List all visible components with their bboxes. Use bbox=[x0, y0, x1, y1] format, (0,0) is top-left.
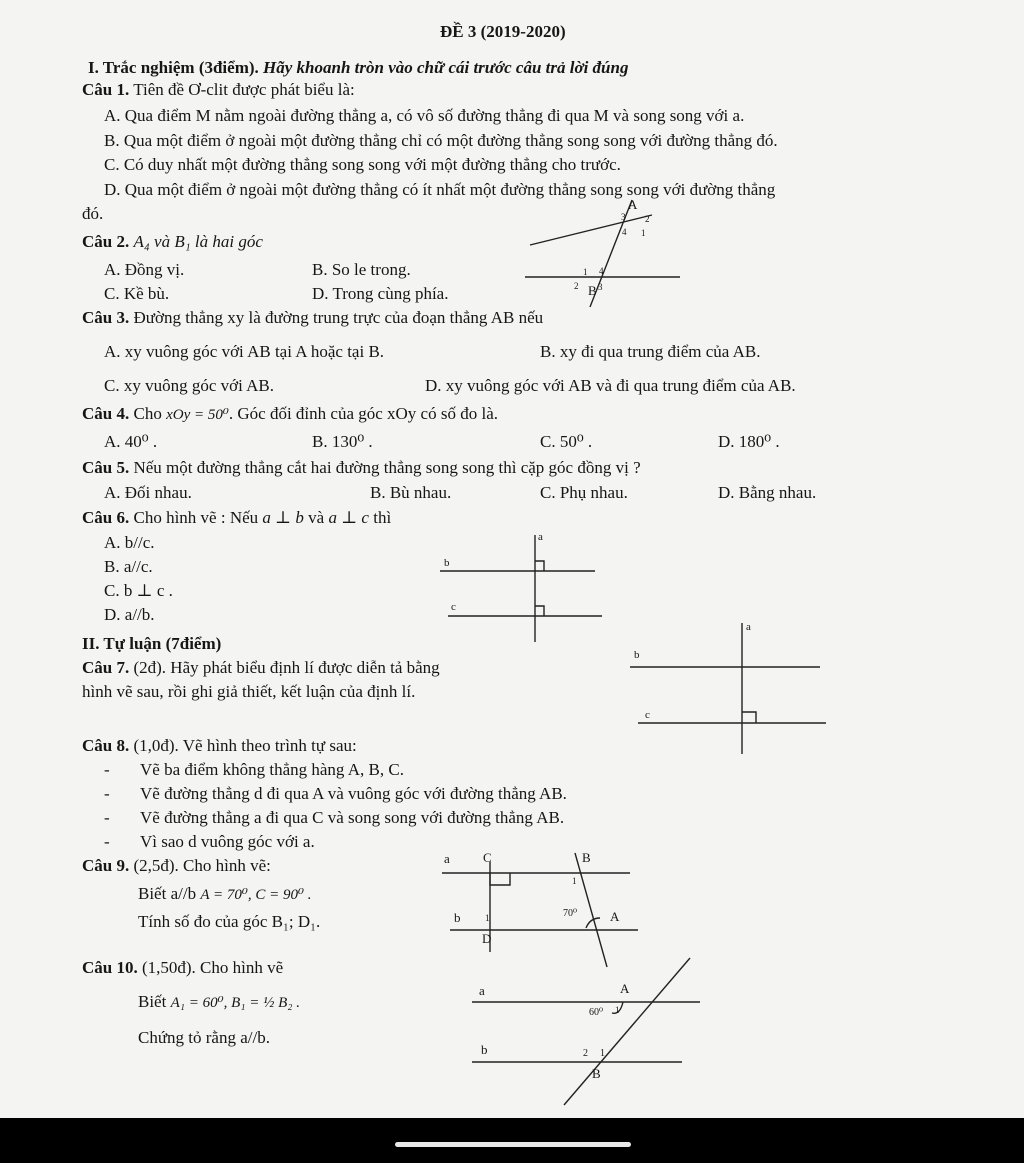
q3-option-d: D. xy vuông góc với AB và đi qua trung điểm của AB. bbox=[425, 376, 796, 395]
q9-fig-D: D bbox=[482, 931, 492, 946]
q8-step-3-text: Vẽ đường thẳng a đi qua C và song song với đường thẳng AB. bbox=[140, 808, 565, 827]
q10-given bbox=[138, 992, 300, 1013]
q6-option-a: A. b//c. bbox=[104, 533, 155, 552]
q6-option-b: B. a//c. bbox=[104, 557, 153, 576]
q2-fig-b4: 4 bbox=[599, 266, 604, 276]
q5-option-a: A. Đối nhau. bbox=[104, 483, 192, 502]
q3-stem bbox=[82, 308, 543, 328]
q9-given-pre: Biết a//b bbox=[138, 884, 197, 903]
q4-math: xOy = 50⁰ bbox=[166, 407, 229, 423]
q1-option-a: A. Qua điểm M nằm ngoài đường thẳng a, có vô số đường thẳng đi qua M và song song với a. bbox=[104, 106, 745, 125]
q2-fig-a4: 4 bbox=[622, 227, 627, 237]
q5-text: Nếu một đường thẳng cắt hai đường thẳng song song thì cặp góc đồng vị ? bbox=[133, 458, 641, 477]
q10-text: (1,50đ). Cho hình vẽ bbox=[141, 958, 284, 977]
part1-heading: I. Trắc nghiệm (3điểm). bbox=[88, 58, 259, 77]
q5-label: Câu 5. bbox=[82, 458, 130, 477]
q6-fig-c: c bbox=[451, 601, 456, 613]
q8-step-2-text: Vẽ đường thẳng d đi qua A và vuông góc với đường thẳng AB. bbox=[140, 784, 567, 803]
part2-heading: II. Tự luận (7điểm) bbox=[82, 634, 222, 653]
q6-math2: a ⊥ c bbox=[328, 508, 369, 527]
q10-fig-A: A bbox=[620, 981, 630, 996]
q8-stem bbox=[82, 736, 357, 756]
exam-title: ĐỀ 3 (2019-2020) bbox=[440, 22, 566, 41]
q10-fig-2: 2 bbox=[583, 1048, 588, 1059]
q2-fig-A: A bbox=[628, 197, 638, 212]
q9-given-math: A = 70⁰, C = 90⁰ . bbox=[200, 887, 312, 903]
q9-fig-a: a bbox=[444, 851, 450, 866]
q6-label: Câu 6. bbox=[82, 508, 130, 527]
q6-figure bbox=[440, 530, 610, 645]
q7-stem bbox=[82, 658, 440, 678]
q10-figure bbox=[460, 955, 705, 1110]
q9-fig-angle: 70⁰ bbox=[563, 908, 578, 919]
q4-stem bbox=[82, 404, 498, 425]
q1-text: Tiên đề Ơ-clit được phát biểu là: bbox=[133, 80, 355, 99]
q6-mid: và bbox=[308, 508, 325, 527]
q2-fig-b3: 3 bbox=[598, 282, 603, 292]
q6-text-post: thì bbox=[373, 508, 392, 527]
q6-option-d: D. a//b. bbox=[104, 605, 155, 624]
q3-option-b: B. xy đi qua trung điểm của AB. bbox=[540, 342, 761, 361]
q7-fig-b: b bbox=[634, 649, 640, 661]
q5-option-d: D. Bằng nhau. bbox=[718, 483, 817, 502]
q9-transversal-ba bbox=[575, 850, 607, 967]
q6-math1: a ⊥ b bbox=[262, 508, 304, 527]
q6-option-c: C. b ⊥ c . bbox=[104, 581, 173, 600]
q2-figure bbox=[520, 195, 690, 310]
q8-bullet-2: - bbox=[104, 784, 110, 803]
q7-text: (2đ). Hãy phát biểu định lí được diễn tả bằng bbox=[133, 658, 440, 677]
q7-right-angle bbox=[742, 712, 756, 723]
q1-stem bbox=[82, 80, 355, 100]
q3-option-c: C. xy vuông góc với AB. bbox=[104, 376, 275, 395]
q1-label: Câu 1. bbox=[82, 80, 130, 99]
q9-text: (2,5đ). Cho hình vẽ: bbox=[133, 856, 271, 875]
q8-bullet-4: - bbox=[104, 832, 110, 851]
q1-option-d: D. Qua một điểm ở ngoài một đường thẳng có ít nhất một đường thẳng song song với đường thẳng bbox=[104, 180, 776, 199]
q9-fig-C: C bbox=[483, 850, 492, 865]
q8-step-4 bbox=[104, 832, 315, 852]
q7-fig-a: a bbox=[746, 621, 751, 633]
q10-stem bbox=[82, 958, 283, 978]
q5-option-c: C. Phụ nhau. bbox=[540, 483, 628, 502]
q7-figure bbox=[630, 620, 830, 760]
q10-fig-angle: 60⁰ bbox=[589, 1007, 604, 1018]
q2-fig-a3: 3 bbox=[621, 212, 626, 222]
q8-label: Câu 8. bbox=[82, 736, 130, 755]
q9-stem bbox=[82, 856, 271, 876]
q10-fig-B: B bbox=[592, 1066, 601, 1081]
q10-prove: Chứng tỏ rằng a//b. bbox=[138, 1028, 270, 1047]
q6-text-pre: Cho hình vẽ : Nếu bbox=[133, 508, 259, 527]
q4-option-d: D. 180⁰ . bbox=[718, 432, 780, 451]
q4-label: Câu 4. bbox=[82, 404, 130, 423]
q4-option-c: C. 50⁰ . bbox=[540, 432, 593, 451]
q9-fig-1b: 1 bbox=[572, 876, 577, 886]
q8-step-2 bbox=[104, 784, 567, 804]
q10-fig-a: a bbox=[479, 983, 485, 998]
q8-text: (1,0đ). Vẽ hình theo trình tự sau: bbox=[133, 736, 357, 755]
q10-label: Câu 10. bbox=[82, 958, 138, 977]
q4-text-post: . Góc đối đỉnh của góc xOy có số đo là. bbox=[228, 404, 498, 423]
q2-option-a: A. Đồng vị. bbox=[104, 260, 185, 279]
q7-text-2: hình vẽ sau, rồi ghi giả thiết, kết luận của định lí. bbox=[82, 682, 416, 701]
q2-fig-b2: 2 bbox=[574, 281, 579, 291]
q2-fig-a1: 1 bbox=[641, 228, 646, 238]
q6-stem bbox=[82, 508, 391, 528]
q6-right-angle-b bbox=[535, 561, 544, 571]
q2-fig-b1: 1 bbox=[583, 267, 588, 277]
q8-step-4-text: Vì sao d vuông góc với a. bbox=[140, 832, 315, 851]
q9-ask: Tính số đo của góc B₁; D₁. bbox=[138, 912, 321, 931]
q1-option-d-cont: đó. bbox=[82, 204, 104, 223]
q9-angle-arc bbox=[586, 918, 600, 928]
q9-given bbox=[138, 884, 312, 905]
q8-bullet-1: - bbox=[104, 760, 110, 779]
q8-step-1 bbox=[104, 760, 404, 780]
q2-option-b: B. So le trong. bbox=[312, 260, 411, 279]
q2-label: Câu 2. bbox=[82, 232, 130, 251]
q2-option-d: D. Trong cùng phía. bbox=[312, 284, 449, 303]
q2-fig-a2: 2 bbox=[645, 214, 650, 224]
q4-option-a: A. 40⁰ . bbox=[104, 432, 158, 451]
q2-stem bbox=[82, 232, 263, 252]
part1-header bbox=[88, 58, 628, 78]
part1-instruction: Hãy khoanh tròn vào chữ cái trước câu trả lời đúng bbox=[263, 58, 629, 77]
q9-fig-b: b bbox=[454, 910, 461, 925]
q9-right-angle bbox=[490, 873, 510, 885]
q4-text-pre: Cho bbox=[133, 404, 162, 423]
q7-label: Câu 7. bbox=[82, 658, 130, 677]
q9-fig-B: B bbox=[582, 850, 591, 865]
q10-fig-1: 1 bbox=[600, 1048, 605, 1059]
q1-option-b: B. Qua một điểm ở ngoài một đường thẳng chỉ có một đường thẳng song song với đường thẳng đó. bbox=[104, 131, 778, 150]
q2-option-c: C. Kề bù. bbox=[104, 284, 170, 303]
q8-bullet-3: - bbox=[104, 808, 110, 827]
q8-step-1-text: Vẽ ba điểm không thẳng hàng A, B, C. bbox=[140, 760, 404, 779]
q5-stem bbox=[82, 458, 641, 478]
q9-fig-1d: 1 bbox=[485, 913, 490, 923]
q5-option-b: B. Bù nhau. bbox=[370, 483, 452, 502]
q6-fig-a: a bbox=[538, 531, 543, 543]
q7-fig-c: c bbox=[645, 709, 650, 721]
q2-text: A₄ và B₁ là hai góc bbox=[133, 232, 263, 251]
q10-fig-b: b bbox=[481, 1042, 488, 1057]
q10-given-math: A₁ = 60⁰, B₁ = ½ B₂ . bbox=[170, 995, 300, 1011]
q9-fig-A: A bbox=[610, 909, 620, 924]
q2-line-top bbox=[530, 215, 652, 245]
q2-fig-B: B bbox=[588, 283, 597, 298]
q8-step-3 bbox=[104, 808, 564, 828]
home-indicator[interactable] bbox=[395, 1142, 631, 1147]
q3-text: Đường thẳng xy là đường trung trực của đoạn thẳng AB nếu bbox=[133, 308, 544, 327]
q1-option-c: C. Có duy nhất một đường thẳng song song với một đường thẳng cho trước. bbox=[104, 155, 621, 174]
q9-label: Câu 9. bbox=[82, 856, 130, 875]
q6-fig-b: b bbox=[444, 557, 450, 569]
q3-option-a: A. xy vuông góc với AB tại A hoặc tại B. bbox=[104, 342, 385, 361]
q10-fig-1a: 1 bbox=[615, 1005, 620, 1015]
q4-option-b: B. 130⁰ . bbox=[312, 432, 373, 451]
q3-label: Câu 3. bbox=[82, 308, 130, 327]
q6-right-angle-c bbox=[535, 606, 544, 616]
q10-given-pre: Biết bbox=[138, 992, 167, 1011]
